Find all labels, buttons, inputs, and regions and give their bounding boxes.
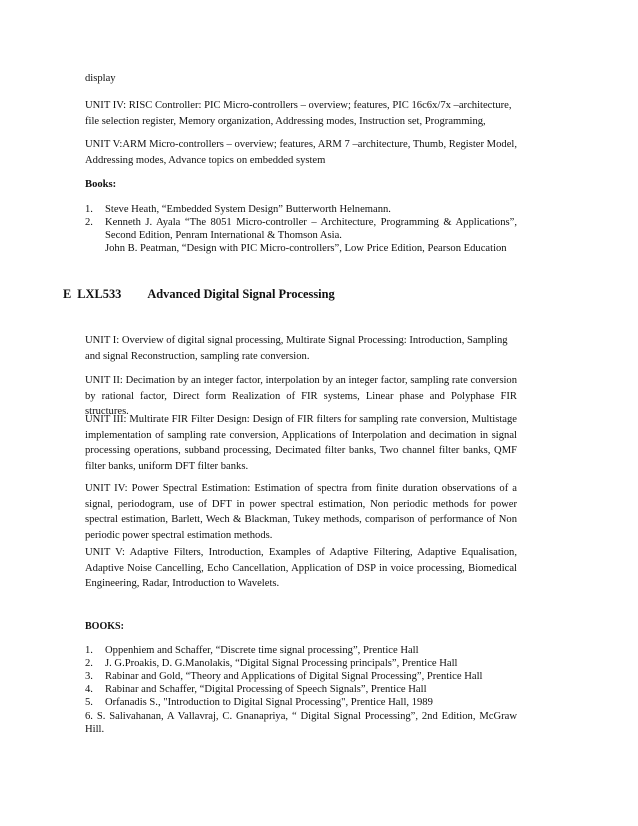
book-number: 1. <box>85 645 93 656</box>
unit-v-paragraph: UNIT V: Adaptive Filters, Introduction, Examples of Adaptive Filtering, Adaptive Equalisation, Adaptive Noise Cancelling, Echo Cancellation, Application of DSP in voice processing, Biomedical Engineering, Radar, Introduction to Wavelets. <box>85 547 517 590</box>
course-prefix: E <box>63 287 72 301</box>
book-number: 3. <box>85 671 93 682</box>
book-item <box>85 684 517 697</box>
display-text: display <box>85 73 116 84</box>
book-item <box>85 697 517 710</box>
book-text: Steve Heath, “Embedded System Design” Butterworth Helnemann. <box>105 204 391 215</box>
book-item <box>85 204 517 217</box>
book-text: Orfanadis S., "Introduction to Digital Signal Processing", Prentice Hall, 1989 <box>105 697 433 708</box>
book-item <box>85 217 517 242</box>
unit-iv-risc-paragraph: UNIT IV: RISC Controller: PIC Micro-controllers – overview; features, PIC 16c6x/7x –architecture, file selection register, Memory organization, Addressing modes, Instruction set, Programming, <box>85 100 512 127</box>
book-extra: John B. Peatman, “Design with PIC Micro-controllers”, Low Price Edition, Pearson Education <box>105 243 507 254</box>
books-heading: Books: <box>85 179 117 190</box>
book-number: 1. <box>85 204 93 215</box>
course-code: LXL533 <box>77 287 122 301</box>
book-item <box>85 645 517 658</box>
books-heading-2: BOOKS: <box>85 621 124 632</box>
book-text: Oppenhiem and Schaffer, “Discrete time signal processing”, Prentice Hall <box>105 645 419 656</box>
book-item <box>85 671 517 684</box>
unit-ii-paragraph: UNIT II: Decimation by an integer factor, interpolation by an integer factor, sampling rate conversion by rational factor, Direct form Realization of FIR systems, Linear phase and Polyphase FIR structures. <box>85 375 517 418</box>
book-number: 4. <box>85 684 93 695</box>
book-number: 2. <box>85 658 93 669</box>
course-title: Advanced Digital Signal Processing <box>147 287 335 301</box>
book-item-6: 6. S. Salivahanan, A Vallavraj, C. Gnanapriya, “ Digital Signal Processing”, 2nd Edition, McGraw Hill. <box>85 711 517 735</box>
unit-i-paragraph: UNIT I: Overview of digital signal processing, Multirate Signal Processing: Introduction, Sampling and signal Reconstruction, sampling rate conversion. <box>85 335 508 362</box>
book-number: 2. <box>85 217 93 228</box>
unit-v-arm-paragraph: UNIT V:ARM Micro-controllers – overview; features, ARM 7 –architecture, Thumb, Register Model, Addressing modes, Advance topics on embedded system <box>85 139 517 166</box>
book-number: 5. <box>85 697 93 708</box>
course-heading <box>63 287 335 302</box>
book-text: Kenneth J. Ayala “The 8051 Micro-controller – Architecture, Programming & Applications”, Second Edition, Penram International & Thomson Asia. <box>105 217 517 241</box>
book-text: Rabinar and Gold, “Theory and Applications of Digital Signal Processing”, Prentice Hall <box>105 671 483 682</box>
unit-iv-paragraph: UNIT IV: Power Spectral Estimation: Estimation of spectra from finite duration observations of a signal, periodogram, use of DFT in power spectral estimation, Non periodic methods for power spectral estimation, Barlett, Wech & Blackman, Tukey methods, comparison of performance of Non periodic power spectral estimation methods. <box>85 483 517 541</box>
book-text: J. G.Proakis, D. G.Manolakis, “Digital Signal Processing principals”, Prentice Hall <box>105 658 458 669</box>
unit-iii-paragraph: UNIT III: Multirate FIR Filter Design: Design of FIR filters for sampling rate conversion, Multistage implementation of sampling rate conversion, Applications of Interpolation and decimation in signal processing operations, subband processing, Decimated filter banks, Two channel filter banks, QMF filter banks, uniform DFT filter banks. <box>85 414 517 472</box>
book-text: Rabinar and Schaffer, “Digital Processing of Speech Signals”, Prentice Hall <box>105 684 427 695</box>
book-item <box>85 658 517 671</box>
